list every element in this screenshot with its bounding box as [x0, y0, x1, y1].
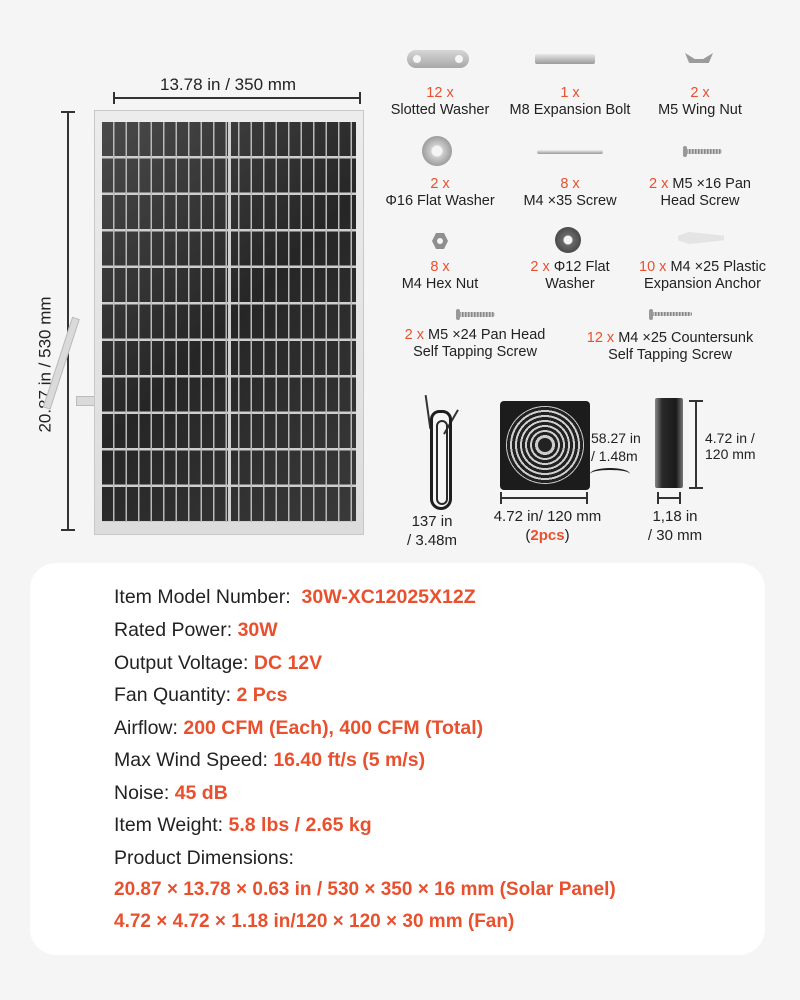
extension-cable-coil: [436, 420, 448, 505]
accessory-m5-24-self-tapping-screw: 2 x M5 ×24 Pan Head Self Tapping Screw: [404, 327, 546, 360]
spec-max-wind-speed: Max Wind Speed: 16.40 ft/s (5 m/s): [114, 749, 426, 771]
accessory-flat-washer-12: 2 x Φ12 Flat Washer: [530, 259, 610, 292]
fan-height-label: 4.72 in / 120 mm: [705, 430, 756, 462]
spec-product-dimensions: Product Dimensions:: [114, 847, 294, 869]
spec-item-weight: Item Weight: 5.8 lbs / 2.65 kg: [114, 814, 372, 836]
flat-washer-icon: [422, 136, 452, 166]
cable-length-label: 137 in / 3.48m: [406, 513, 458, 549]
fan-side-view-icon: [655, 398, 683, 488]
spec-noise: Noise: 45 dB: [114, 782, 228, 804]
panel-width-label: 13.78 in / 350 mm: [160, 75, 297, 94]
accessory-plastic-anchor: 10 x M4 ×25 Plastic Expansion Anchor: [639, 259, 766, 292]
dimension-fan: 4.72 × 4.72 × 1.18 in/120 × 120 × 30 mm (Fan): [114, 911, 515, 932]
fan-height-dimension-line: [695, 400, 697, 489]
panel-height-dimension-line: [67, 111, 69, 531]
accessory-m4-25-countersunk-screw: 12 x M4 ×25 Countersunk Self Tapping Screw: [586, 330, 754, 363]
plastic-anchor-icon: [678, 232, 724, 244]
self-tapping-screw-icon: [459, 312, 495, 317]
accessory-wing-nut: 2 x M5 Wing Nut: [658, 85, 742, 118]
fan-depth-dimension-line: [657, 497, 681, 499]
slotted-washer-icon: [407, 50, 469, 68]
flat-washer-12-icon: [555, 227, 581, 253]
spec-fan-quantity: Fan Quantity: 2 Pcs: [114, 684, 288, 706]
fan-depth-label: 1,18 in / 30 mm: [647, 508, 703, 544]
spec-rated-power: Rated Power: 30W: [114, 619, 278, 641]
spec-airflow: Airflow: 200 CFM (Each), 400 CFM (Total): [114, 717, 484, 739]
fan-width-dimension-line: [500, 497, 588, 499]
pan-head-screw-icon: [686, 149, 722, 154]
fan-icon: [500, 401, 590, 490]
wing-nut-icon: [685, 53, 713, 67]
fan-cord-length-label: 58.27 in / 1.48m: [591, 430, 641, 464]
accessory-flat-washer-16: 2 x Φ16 Flat Washer: [385, 176, 495, 209]
spec-model-number: Item Model Number: 30W-XC12025X12Z: [114, 586, 476, 608]
fan-hub: [536, 436, 554, 454]
accessory-slotted-washer: 12 x Slotted Washer: [390, 85, 490, 118]
panel-width-dimension-line: [113, 97, 361, 99]
spec-output-voltage: Output Voltage: DC 12V: [114, 652, 323, 674]
accessory-m5-16-pan-head-screw: 2 x M5 ×16 Pan Head Screw: [649, 176, 751, 209]
screw-icon: [537, 150, 603, 154]
panel-divider: [228, 122, 231, 522]
accessory-m4-35-screw: 8 x M4 ×35 Screw: [523, 176, 617, 209]
countersunk-screw-icon: [652, 312, 692, 316]
hex-nut-icon: [432, 233, 448, 249]
fan-width-label: 4.72 in/ 120 mm (2pcs): [493, 508, 602, 544]
expansion-bolt-icon: [535, 54, 595, 64]
fan-wire: [590, 468, 630, 480]
accessory-hex-nut: 8 x M4 Hex Nut: [401, 259, 479, 292]
fan-quantity-badge: 2pcs: [530, 527, 565, 544]
dimension-solar-panel: 20.87 × 13.78 × 0.63 in / 530 × 350 × 16 mm (Solar Panel): [114, 879, 616, 900]
panel-height-label: 20.87 in / 530 mm: [35, 296, 55, 433]
accessory-expansion-bolt: 1 x M8 Expansion Bolt: [509, 85, 631, 118]
